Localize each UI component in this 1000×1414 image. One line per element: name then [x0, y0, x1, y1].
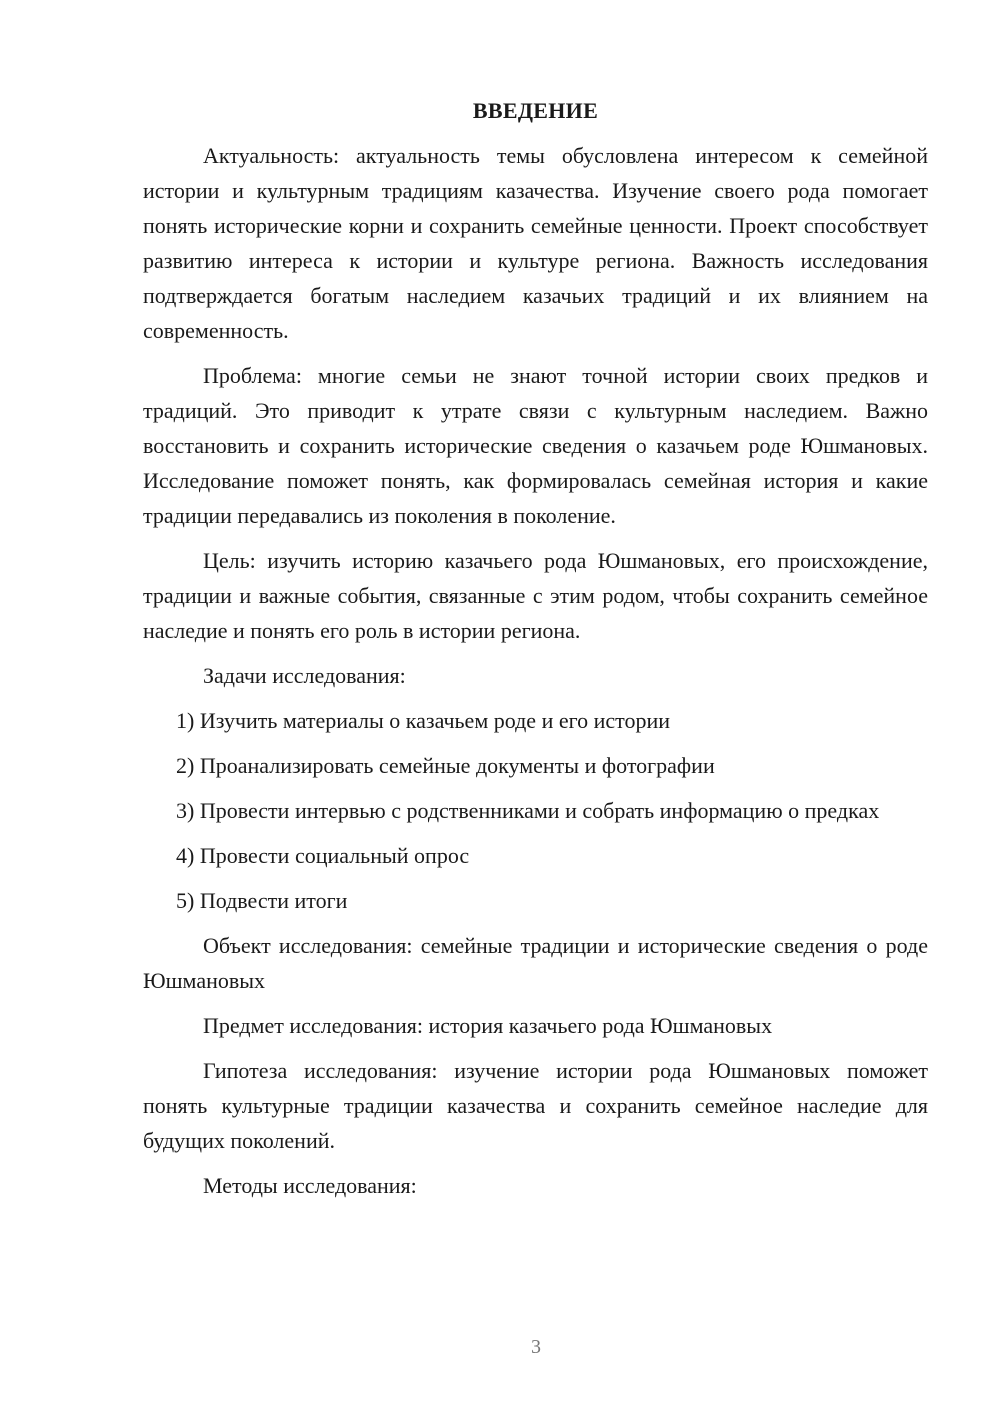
document-page — [143, 96, 928, 1213]
task-item: 1) Изучить материалы о казачьем роде и его истории — [176, 708, 670, 733]
relevance-paragraph: Актуальность: актуальность темы обусловлена интересом к семейной истории и культурным традициям казачества. Изучение своего рода помогает понять исторические корни и сохранить семейные ценности. Проект способствует развитию интереса к истории и культуре региона. Важность исследования подтверждается богатым наследием казачьих традиций и их влиянием на современность. — [143, 143, 928, 343]
task-item: 4) Провести социальный опрос — [176, 843, 470, 868]
subject-paragraph: Предмет исследования: история казачьего рода Юшмановых — [203, 1013, 773, 1038]
goal-paragraph: Цель: изучить историю казачьего рода Юшмановых, его происхождение, традиции и важные события, связанные с этим родом, чтобы сохранить семейное наследие и понять его роль в истории региона. — [143, 548, 928, 643]
task-item: 3) Провести интервью с родственниками и собрать информацию о предках — [176, 798, 880, 823]
methods-title: Методы исследования: — [203, 1173, 417, 1198]
task-item: 2) Проанализировать семейные документы и фотографии — [176, 753, 715, 778]
page-heading: ВВЕДЕНИЕ — [472, 98, 599, 123]
object-paragraph: Объект исследования: семейные традиции и исторические сведения о роде Юшмановых — [143, 933, 928, 993]
tasks-title: Задачи исследования: — [203, 663, 406, 688]
page-number: 3 — [531, 1336, 541, 1358]
tasks-list — [143, 703, 928, 918]
problem-paragraph: Проблема: многие семьи не знают точной истории своих предков и традиций. Это приводит к утрате связи с культурным наследием. Важно восстановить и сохранить исторические сведения о казачьем роде Юшмановых. Исследование поможет понять, как формировалась семейная история и какие традиции передавались из поколения в поколение. — [143, 363, 928, 528]
task-item: 5) Подвести итоги — [176, 888, 348, 913]
hypothesis-paragraph: Гипотеза исследования: изучение истории рода Юшмановых поможет понять культурные традиции казачества и сохранить семейное наследие для будущих поколений. — [143, 1058, 928, 1153]
